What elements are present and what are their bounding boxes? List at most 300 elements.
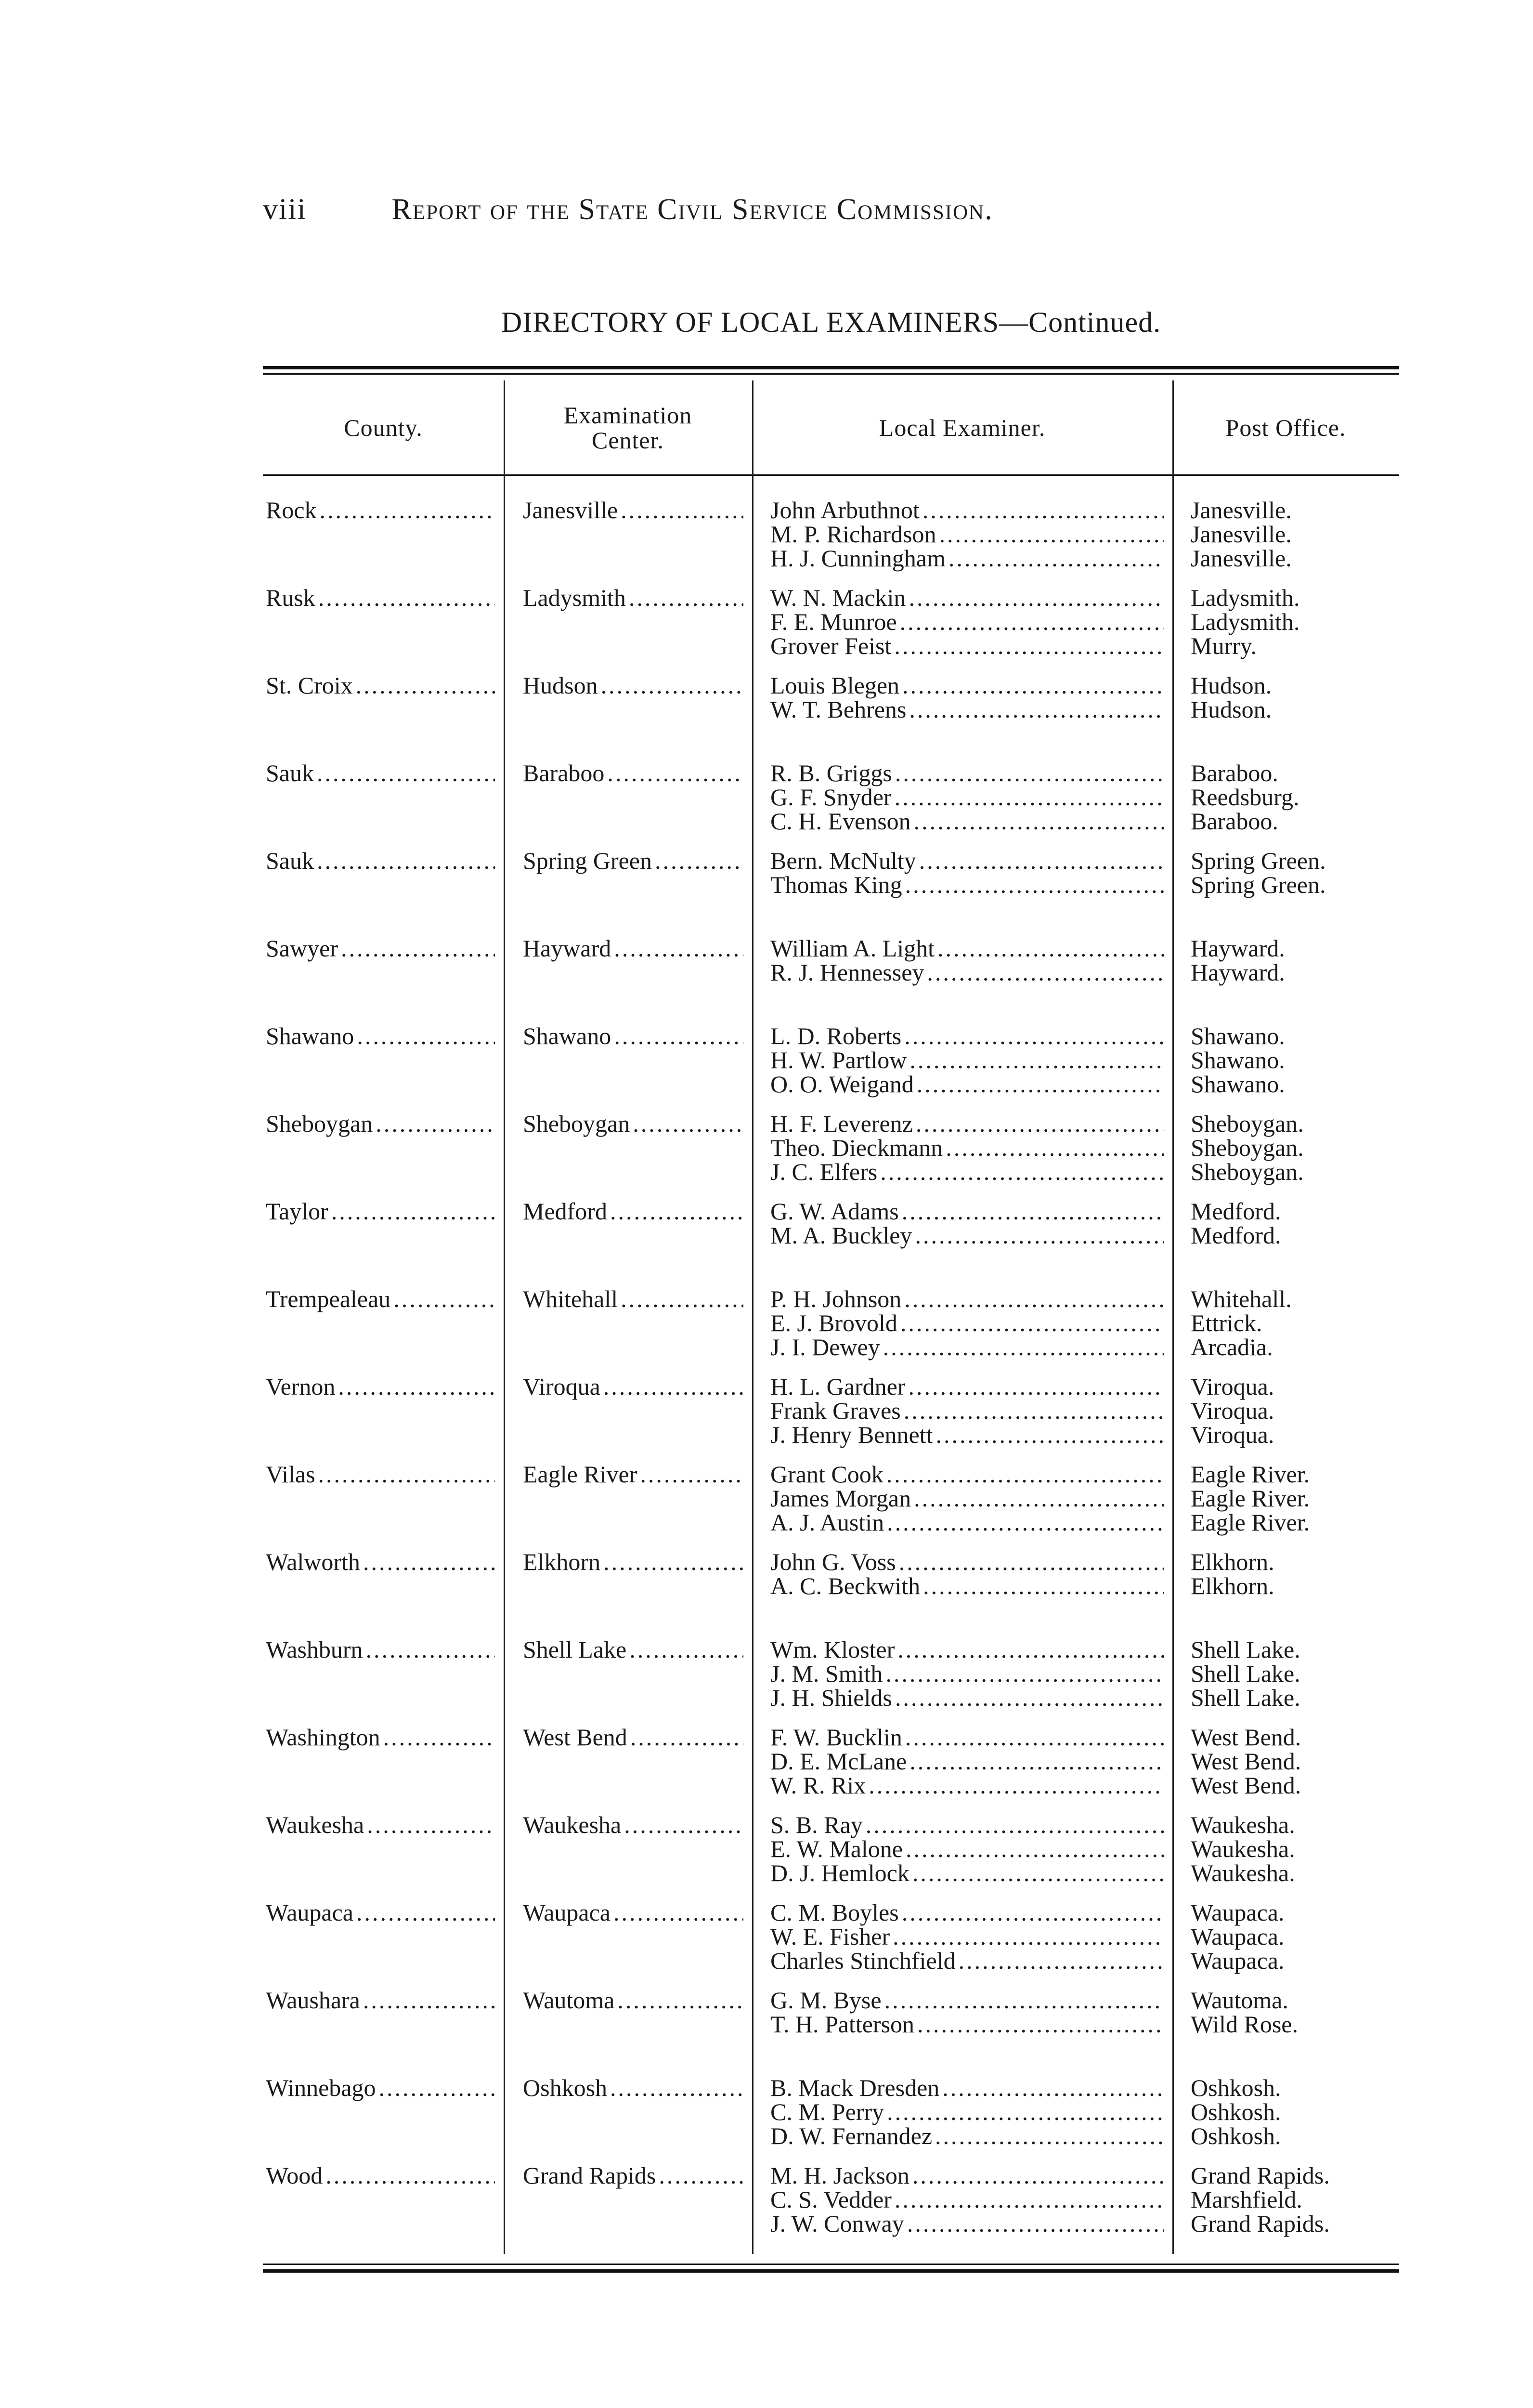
examination-center-cell (504, 1197, 752, 1285)
header-local-examiner: Local Examiner. (879, 414, 1046, 441)
leader-dots (610, 2076, 743, 2100)
leader-dots (341, 936, 495, 960)
leader-dots (900, 610, 1164, 634)
local-examiner-cell (752, 1460, 1172, 1548)
leader-dots (904, 1024, 1164, 1048)
post-office-cell (1172, 1986, 1399, 2074)
leader-dots (899, 1550, 1164, 1574)
examination-center-cell (504, 671, 752, 759)
local-examiner (770, 1024, 1172, 1048)
leader-dots (908, 1374, 1164, 1399)
leader-dots (331, 1199, 495, 1223)
local-examiner-cell (752, 1022, 1172, 1110)
post-office: Viroqua. (1191, 1397, 1274, 1424)
post-office: Wild Rose. (1191, 2011, 1298, 2038)
county-name (266, 849, 504, 873)
county-name-text: Sheboygan (266, 1110, 373, 1137)
leader-dots (912, 2163, 1164, 2187)
post-office: Oshkosh. (1191, 2122, 1281, 2149)
local-examiner (770, 1900, 1172, 1924)
examination-center (523, 1374, 752, 1399)
post-office: Ladysmith. (1191, 584, 1300, 611)
header-examination-center (504, 380, 752, 474)
examination-center (523, 761, 752, 785)
header-bottom-rule (263, 474, 1399, 476)
local-examiner (770, 1199, 1172, 1223)
local-examiner (770, 1749, 1172, 1773)
local-examiner-text: Theo. Dieckmann (770, 1134, 943, 1161)
leader-dots (959, 1949, 1164, 1973)
local-examiner (770, 1813, 1172, 1837)
examination-center (523, 936, 752, 960)
directory-table-body (263, 496, 1399, 2249)
leader-dots (613, 1900, 743, 1924)
post-office-cell (1172, 759, 1399, 847)
leader-dots (610, 1199, 743, 1223)
examination-center (523, 1988, 752, 2012)
local-examiner (770, 1287, 1172, 1311)
local-examiner-text: T. H. Patterson (770, 2011, 915, 2038)
local-examiner (770, 1160, 1172, 1184)
local-examiner (770, 546, 1172, 570)
post-office: Elkhorn. (1191, 1548, 1274, 1575)
local-examiner-text: J. Henry Bennett (770, 1421, 933, 1448)
leader-dots (919, 849, 1164, 873)
county-name (266, 1900, 504, 1924)
local-examiner-text: W. E. Fisher (770, 1923, 890, 1950)
post-office: Shawano. (1191, 1047, 1285, 1073)
post-office: Hayward. (1191, 959, 1285, 986)
column-headers (263, 380, 1399, 474)
county-cell (263, 671, 504, 759)
leader-dots (338, 1374, 495, 1399)
post-office: Reedsburg. (1191, 784, 1299, 811)
county-name (266, 673, 504, 697)
leader-dots (900, 1311, 1164, 1335)
post-office: Waukesha. (1191, 1835, 1295, 1862)
page-number: viii (263, 193, 307, 226)
local-examiner-cell (752, 1548, 1172, 1636)
local-examiner (770, 1335, 1172, 1359)
county-name-text: Sawyer (266, 935, 338, 962)
local-examiner (770, 1550, 1172, 1574)
leader-dots (902, 673, 1164, 697)
post-office: West Bend. (1191, 1748, 1301, 1775)
post-office: Shawano. (1191, 1071, 1285, 1098)
examination-center (523, 1637, 752, 1662)
county-cell (263, 1197, 504, 1285)
post-office: Hudson. (1191, 672, 1272, 699)
county-name (266, 1637, 504, 1662)
county-name (266, 1287, 504, 1311)
examination-center (523, 1287, 752, 1311)
table-top-rule-thin (263, 373, 1399, 375)
leader-dots (906, 1837, 1164, 1861)
local-examiner (770, 610, 1172, 634)
county-cell (263, 847, 504, 934)
local-examiner-text: Louis Blegen (770, 672, 900, 699)
local-examiner-cell (752, 2161, 1172, 2249)
leader-dots (633, 1112, 743, 1136)
post-office: Hayward. (1191, 935, 1285, 962)
local-examiner-text: O. O. Weigand (770, 1071, 914, 1098)
post-office: Hudson. (1191, 696, 1272, 723)
leader-dots (866, 1813, 1164, 1837)
local-examiner (770, 1662, 1172, 1686)
examination-center-text: Eagle River (523, 1461, 637, 1488)
local-examiner (770, 849, 1172, 873)
examination-center (523, 1199, 752, 1223)
local-examiner (770, 785, 1172, 809)
local-examiner-text: John Arbuthnot (770, 497, 920, 523)
leader-dots (909, 586, 1164, 610)
leader-dots (363, 1550, 495, 1574)
local-examiner-text: F. W. Bucklin (770, 1724, 902, 1751)
post-office-cell (1172, 2074, 1399, 2161)
local-examiner (770, 1725, 1172, 1749)
examination-center-cell (504, 584, 752, 671)
post-office-cell (1172, 584, 1399, 671)
leader-dots (909, 1048, 1164, 1072)
county-name (266, 1725, 504, 1749)
examination-center (523, 1725, 752, 1749)
post-office: Medford. (1191, 1222, 1281, 1249)
county-name (266, 1462, 504, 1486)
leader-dots (902, 1199, 1164, 1223)
local-examiner (770, 809, 1172, 833)
post-office-cell (1172, 1197, 1399, 1285)
post-office: West Bend. (1191, 1772, 1301, 1799)
local-examiner (770, 1510, 1172, 1534)
post-office: Marshfield. (1191, 2186, 1302, 2213)
examination-center-cell (504, 934, 752, 1022)
county-cell (263, 1636, 504, 1723)
examination-center-cell (504, 759, 752, 847)
county-name-text: Waupaca (266, 1899, 353, 1926)
examination-center-text: Hudson (523, 672, 598, 699)
county-name-text: Vilas (266, 1461, 315, 1488)
post-office: Oshkosh. (1191, 2098, 1281, 2125)
leader-dots (659, 2163, 743, 2187)
county-name (266, 1988, 504, 2012)
leader-dots (917, 2012, 1164, 2036)
leader-dots (363, 1988, 495, 2012)
county-name-text: Taylor (266, 1198, 328, 1225)
county-name-text: Walworth (266, 1548, 360, 1575)
county-name (266, 1374, 504, 1399)
post-office: Waukesha. (1191, 1811, 1295, 1838)
local-examiner-text: J. H. Shields (770, 1684, 892, 1711)
county-name-text: Washington (266, 1724, 380, 1751)
local-examiner (770, 2212, 1172, 2236)
local-examiner (770, 1399, 1172, 1423)
post-office: Grand Rapids. (1191, 2162, 1330, 2189)
leader-dots (912, 1861, 1164, 1885)
examination-center-cell (504, 496, 752, 584)
local-examiner-text: J. C. Elfers (770, 1158, 878, 1185)
leader-dots (893, 1924, 1164, 1949)
examination-center-text: Medford (523, 1198, 607, 1225)
local-examiner-text: C. M. Perry (770, 2098, 884, 2125)
county-name (266, 1024, 504, 1048)
leader-dots (886, 1462, 1164, 1486)
county-name-text: Trempealeau (266, 1285, 391, 1312)
examination-center-text: Waukesha (523, 1811, 622, 1838)
post-office: Baraboo. (1191, 808, 1278, 835)
post-office: Viroqua. (1191, 1373, 1274, 1400)
examination-center-cell (504, 1285, 752, 1373)
table-title: DIRECTORY OF LOCAL EXAMINERS—Continued. (501, 306, 1161, 338)
leader-dots (939, 522, 1164, 546)
county-cell (263, 1898, 504, 1986)
leader-dots (320, 498, 495, 522)
local-examiner (770, 1574, 1172, 1598)
examination-center-cell (504, 1110, 752, 1197)
examination-center (523, 1550, 752, 1574)
leader-dots (376, 1112, 495, 1136)
county-cell (263, 934, 504, 1022)
examination-center (523, 1112, 752, 1136)
local-examiner-cell (752, 934, 1172, 1022)
post-office: Spring Green. (1191, 847, 1326, 874)
post-office-cell (1172, 1636, 1399, 1723)
leader-dots (607, 761, 743, 785)
local-examiner-text: C. H. Evenson (770, 808, 911, 835)
examination-center-cell (504, 1460, 752, 1548)
post-office-cell (1172, 1460, 1399, 1548)
local-examiner (770, 1311, 1172, 1335)
post-office-cell (1172, 1723, 1399, 1811)
leader-dots (621, 498, 743, 522)
examination-center-cell (504, 1898, 752, 1986)
leader-dots (617, 1988, 743, 2012)
local-examiner-text: R. J. Hennessey (770, 959, 924, 986)
local-examiner (770, 2163, 1172, 2187)
leader-dots (325, 2163, 495, 2187)
leader-dots (318, 1462, 495, 1486)
leader-dots (915, 1223, 1164, 1247)
local-examiner-text: A. C. Beckwith (770, 1572, 921, 1599)
local-examiner (770, 1949, 1172, 1973)
local-examiner-text: W. R. Rix (770, 1772, 866, 1799)
leader-dots (317, 761, 495, 785)
local-examiner-text: M. P. Richardson (770, 521, 936, 548)
post-office: Waukesha. (1191, 1859, 1295, 1886)
leader-dots (897, 1637, 1164, 1662)
leader-dots (629, 586, 743, 610)
leader-dots (603, 1550, 743, 1574)
local-examiner (770, 1462, 1172, 1486)
leader-dots (885, 1662, 1164, 1686)
post-office: Baraboo. (1191, 759, 1278, 786)
table-bottom-rule-thin (263, 2264, 1399, 2265)
post-office: Oshkosh. (1191, 2074, 1281, 2101)
county-name (266, 586, 504, 610)
examination-center-text: Elkhorn (523, 1548, 601, 1575)
local-examiner-text: D. W. Fernandez (770, 2122, 933, 2149)
examination-center (523, 1462, 752, 1486)
local-examiner-text: S. B. Ray (770, 1811, 863, 1838)
county-cell (263, 584, 504, 671)
local-examiner (770, 1861, 1172, 1885)
local-examiner (770, 936, 1172, 960)
local-examiner-cell (752, 1898, 1172, 1986)
post-office: Ettrick. (1191, 1309, 1262, 1336)
leader-dots (655, 849, 743, 873)
local-examiner-text: Wm. Kloster (770, 1636, 895, 1663)
leader-dots (914, 1486, 1164, 1510)
table-bottom-rule (263, 2269, 1399, 2273)
leader-dots (614, 936, 743, 960)
leader-dots (367, 1813, 495, 1837)
local-examiner-cell (752, 1986, 1172, 2074)
local-examiner-text: Frank Graves (770, 1397, 901, 1424)
post-office: Janesville. (1191, 521, 1292, 548)
county-cell (263, 2161, 504, 2249)
local-examiner-text: Grover Feist (770, 632, 892, 659)
local-examiner (770, 2076, 1172, 2100)
local-examiner-text: W. T. Behrens (770, 696, 907, 723)
local-examiner (770, 634, 1172, 658)
local-examiner (770, 2012, 1172, 2036)
examination-center-text: Sheboygan (523, 1110, 630, 1137)
local-examiner (770, 873, 1172, 897)
local-examiner-cell (752, 496, 1172, 584)
leader-dots (624, 1813, 743, 1837)
examination-center-cell (504, 2161, 752, 2249)
county-name (266, 761, 504, 785)
county-name-text: Wood (266, 2162, 323, 2189)
local-examiner (770, 960, 1172, 984)
county-name (266, 2163, 504, 2187)
local-examiner-cell (752, 847, 1172, 934)
local-examiner-text: G. W. Adams (770, 1198, 899, 1225)
local-examiner (770, 1637, 1172, 1662)
county-name-text: Shawano (266, 1022, 354, 1049)
local-examiner-text: J. I. Dewey (770, 1334, 880, 1361)
post-office: Grand Rapids. (1191, 2210, 1330, 2237)
leader-dots (922, 498, 1164, 522)
local-examiner-cell (752, 2074, 1172, 2161)
local-examiner-text: John G. Voss (770, 1548, 896, 1575)
leader-dots (640, 1462, 743, 1486)
examination-center (523, 1900, 752, 1924)
post-office: Janesville. (1191, 497, 1292, 523)
examination-center (523, 2076, 752, 2100)
examination-center (523, 498, 752, 522)
leader-dots (366, 1637, 495, 1662)
post-office: Elkhorn. (1191, 1572, 1274, 1599)
examination-center-cell (504, 847, 752, 934)
local-examiner-cell (752, 584, 1172, 671)
local-examiner-text: P. H. Johnson (770, 1285, 902, 1312)
leader-dots (905, 873, 1164, 897)
county-name (266, 936, 504, 960)
county-name-text: Waukesha (266, 1811, 364, 1838)
post-office-cell (1172, 1548, 1399, 1636)
leader-dots (318, 586, 495, 610)
post-office: Eagle River. (1191, 1461, 1310, 1488)
local-examiner-text: E. W. Malone (770, 1835, 903, 1862)
header-center-text: Examination Center. (563, 401, 692, 454)
post-office-cell (1172, 1110, 1399, 1197)
leader-dots (895, 1686, 1164, 1710)
leader-dots (895, 761, 1164, 785)
local-examiner-cell (752, 1197, 1172, 1285)
local-examiner-cell (752, 1110, 1172, 1197)
post-office: Whitehall. (1191, 1285, 1292, 1312)
local-examiner-text: M. H. Jackson (770, 2162, 909, 2189)
examination-center-cell (504, 1022, 752, 1110)
examination-center-text: Waupaca (523, 1899, 611, 1926)
leader-dots (884, 1988, 1164, 2012)
local-examiner-text: J. W. Conway (770, 2210, 904, 2237)
post-office: Arcadia. (1191, 1334, 1273, 1361)
local-examiner-text: Grant Cook (770, 1461, 883, 1488)
local-examiner (770, 586, 1172, 610)
local-examiner-text: L. D. Roberts (770, 1022, 902, 1049)
leader-dots (869, 1773, 1164, 1797)
local-examiner (770, 1773, 1172, 1797)
leader-dots (629, 1637, 743, 1662)
local-examiner-cell (752, 759, 1172, 847)
local-examiner (770, 1223, 1172, 1247)
examination-center-cell (504, 1986, 752, 2074)
leader-dots (923, 1574, 1164, 1598)
post-office: Waupaca. (1191, 1947, 1285, 1974)
leader-dots (883, 1335, 1164, 1359)
local-examiner-text: E. J. Brovold (770, 1309, 897, 1336)
leader-dots (895, 785, 1164, 809)
local-examiner (770, 673, 1172, 697)
local-examiner-cell (752, 671, 1172, 759)
post-office: Sheboygan. (1191, 1158, 1304, 1185)
examination-center-cell (504, 1723, 752, 1811)
local-examiner (770, 498, 1172, 522)
examination-center-text: Spring Green (523, 847, 652, 874)
header-county: County. (344, 414, 423, 441)
table-top-rule (263, 366, 1399, 369)
local-examiner-text: G. M. Byse (770, 1987, 882, 2014)
leader-dots (895, 2187, 1164, 2212)
leader-dots (916, 1112, 1164, 1136)
local-examiner (770, 1374, 1172, 1399)
local-examiner (770, 1686, 1172, 1710)
examination-center-text: Baraboo (523, 759, 605, 786)
county-name (266, 1550, 504, 1574)
examination-center (523, 1024, 752, 1048)
leader-dots (887, 2100, 1164, 2124)
examination-center-text: Shell Lake (523, 1636, 627, 1663)
local-examiner (770, 1048, 1172, 1072)
local-examiner-text: H. W. Partlow (770, 1047, 907, 1073)
post-office: West Bend. (1191, 1724, 1301, 1751)
local-examiner-text: A. J. Austin (770, 1509, 884, 1536)
county-name (266, 2076, 504, 2100)
county-cell (263, 1986, 504, 2074)
leader-dots (317, 849, 495, 873)
leader-dots (902, 1900, 1164, 1924)
local-examiner-cell (752, 1285, 1172, 1373)
post-office-cell (1172, 2161, 1399, 2249)
county-cell (263, 1811, 504, 1898)
local-examiner-text: Bern. McNulty (770, 847, 916, 874)
local-examiner-text: D. J. Hemlock (770, 1859, 909, 1886)
local-examiner (770, 1988, 1172, 2012)
county-name-text: Sauk (266, 759, 314, 786)
local-examiner-text: James Morgan (770, 1485, 911, 1512)
county-cell (263, 1723, 504, 1811)
